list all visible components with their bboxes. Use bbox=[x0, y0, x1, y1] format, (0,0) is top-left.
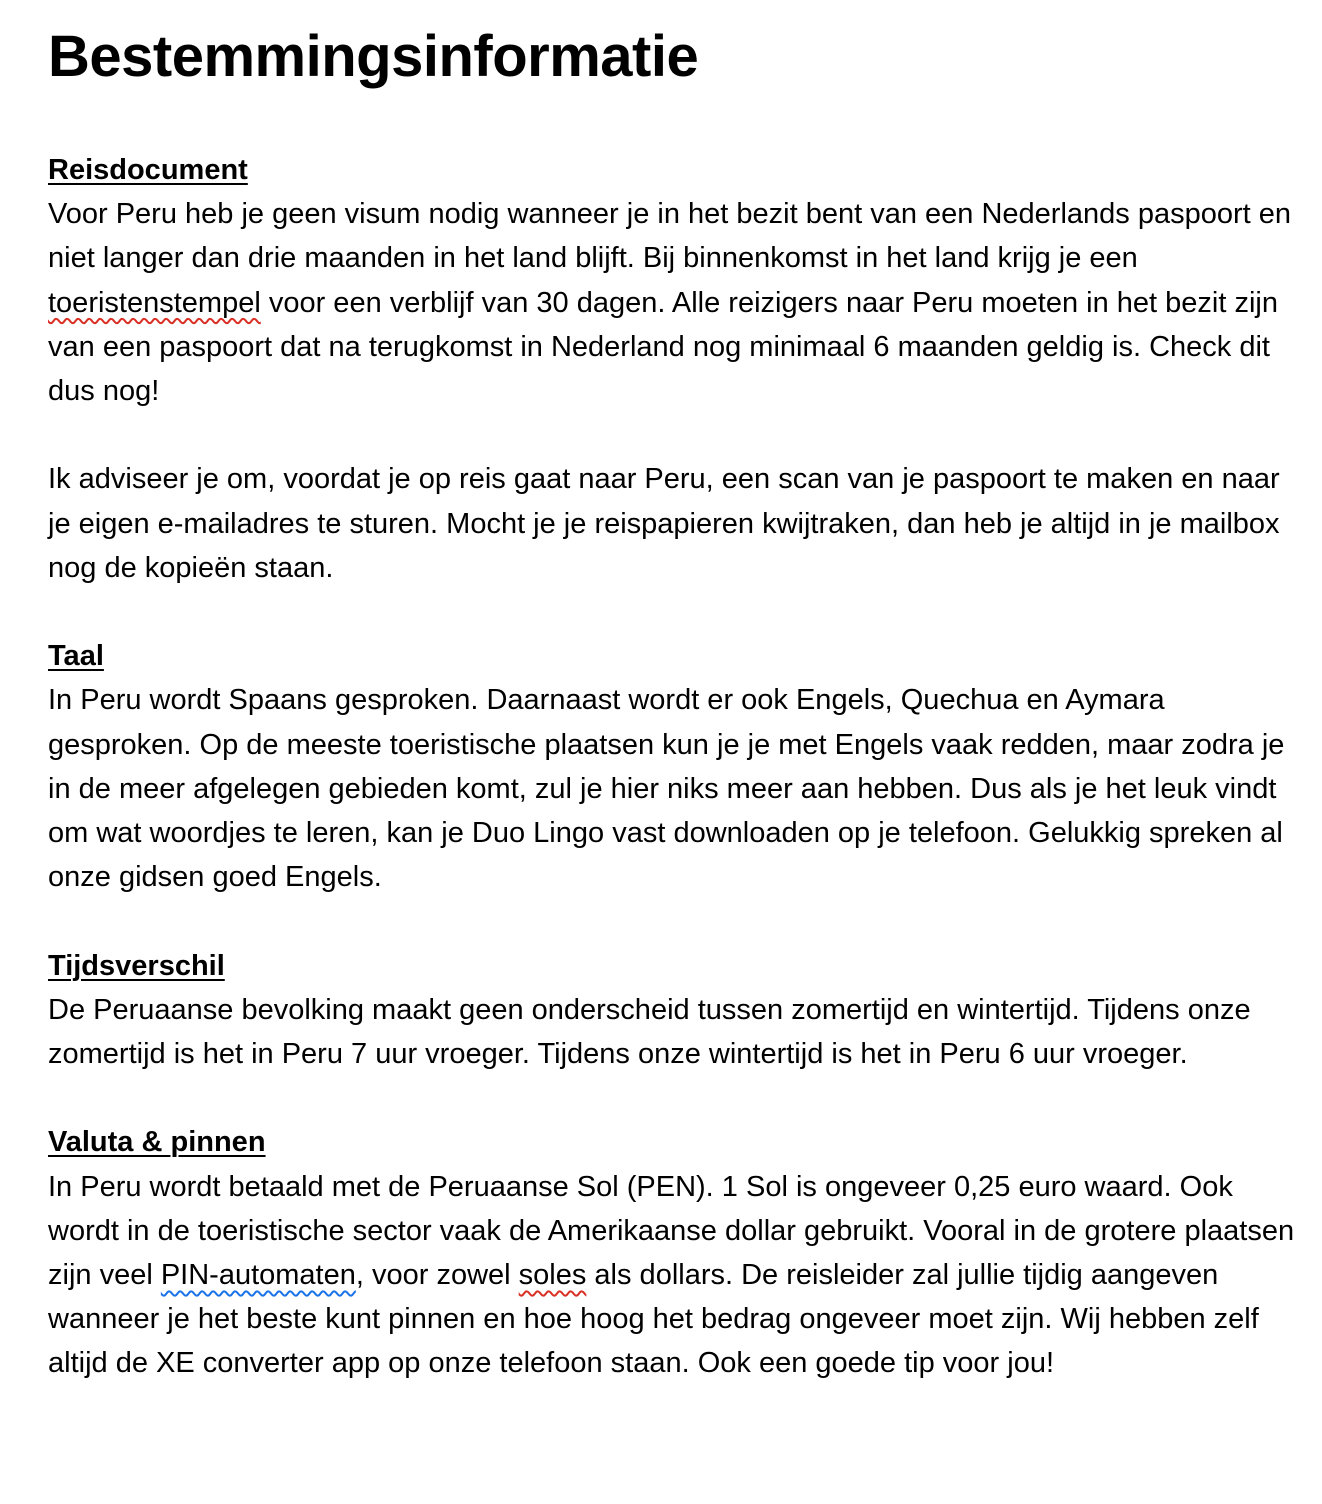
section-heading-valuta: Valuta & pinnen bbox=[48, 1126, 266, 1159]
document-page bbox=[48, 0, 1298, 1386]
paragraph-taal-1: In Peru wordt Spaans gesproken. Daarnaast wordt er ook Engels, Quechua en Aymara gesproken. Op de meeste toeristische plaatsen kun je je met Engels vaak redden, maar zodra je in de meer afgelegen gebieden komt, zul je hier niks meer aan hebben. Dus als je het leuk vindt om wat woordjes te leren, kan je Duo Lingo vast downloaden op je telefoon. Gelukkig spreken al onze gidsen goed Engels. bbox=[48, 684, 1285, 894]
empty-line bbox=[48, 590, 1298, 634]
section-heading-tijdsverschil: Tijdsverschil bbox=[48, 949, 225, 982]
document-title: Bestemmingsinformatie bbox=[48, 24, 699, 89]
section-reisdocument bbox=[48, 148, 1298, 634]
empty-line bbox=[48, 899, 1298, 943]
paragraph-reisdocument-1 bbox=[48, 192, 1298, 413]
spelling-flagged-word[interactable]: soles bbox=[518, 1259, 587, 1292]
section-taal bbox=[48, 634, 1298, 943]
grammar-flagged-word[interactable]: PIN-automaten bbox=[160, 1259, 356, 1292]
section-tijdsverschil bbox=[48, 944, 1298, 1121]
paragraph-text: In Peru wordt betaald met de Peruaanse Sol (PEN). 1 Sol is ongeveer 0,25 euro waard. Ook wordt in de toeristische sector vaak de Amerikaanse dollar gebruikt. Vooral in de grotere plaatsen zijn veel bbox=[48, 1170, 1295, 1292]
paragraph-text: voor een verblijf van 30 dagen. Alle reizigers naar Peru moeten in het bezit zijn van een paspoort dat na terugkomst in Nederland nog minimaal 6 maanden geldig is. Check dit dus nog! bbox=[48, 286, 1278, 408]
paragraph-text: Voor Peru heb je geen visum nodig wanneer je in het bezit bent van een Nederlands paspoort en niet langer dan drie maanden in het land blijft. Bij binnenkomst in het land krijg je een bbox=[48, 198, 1292, 275]
section-heading-taal: Taal bbox=[48, 640, 104, 673]
section-valuta bbox=[48, 1120, 1298, 1385]
spacer bbox=[48, 92, 1298, 148]
paragraph-reisdocument-2: Ik adviseer je om, voordat je op reis gaat naar Peru, een scan van je paspoort te maken en naar je eigen e-mailadres te sturen. Mocht je je reispapieren kwijtraken, dan heb je altijd in je mailbox nog de kopieën staan. bbox=[48, 463, 1280, 584]
spelling-flagged-word[interactable]: toeristenstempel bbox=[48, 286, 261, 319]
empty-line bbox=[48, 413, 1298, 457]
empty-line bbox=[48, 1076, 1298, 1120]
paragraph-text: , voor zowel bbox=[355, 1259, 519, 1292]
paragraph-tijdsverschil-1: De Peruaanse bevolking maakt geen onderscheid tussen zomertijd en wintertijd. Tijdens onze zomertijd is het in Peru 7 uur vroeger. Tijdens onze wintertijd is het in Peru 6 uur vroeger. bbox=[48, 993, 1251, 1071]
paragraph-valuta-1 bbox=[48, 1165, 1298, 1386]
section-heading-reisdocument: Reisdocument bbox=[48, 154, 248, 186]
paragraph-text: als dollars. De reisleider zal jullie tijdig aangeven wanneer je het beste kunt pinnen en hoe hoog het bedrag ongeveer moet zijn. Wij hebben zelf altijd de XE converter app op onze telefoon staan. Ook een goede tip voor jou! bbox=[48, 1259, 1259, 1380]
